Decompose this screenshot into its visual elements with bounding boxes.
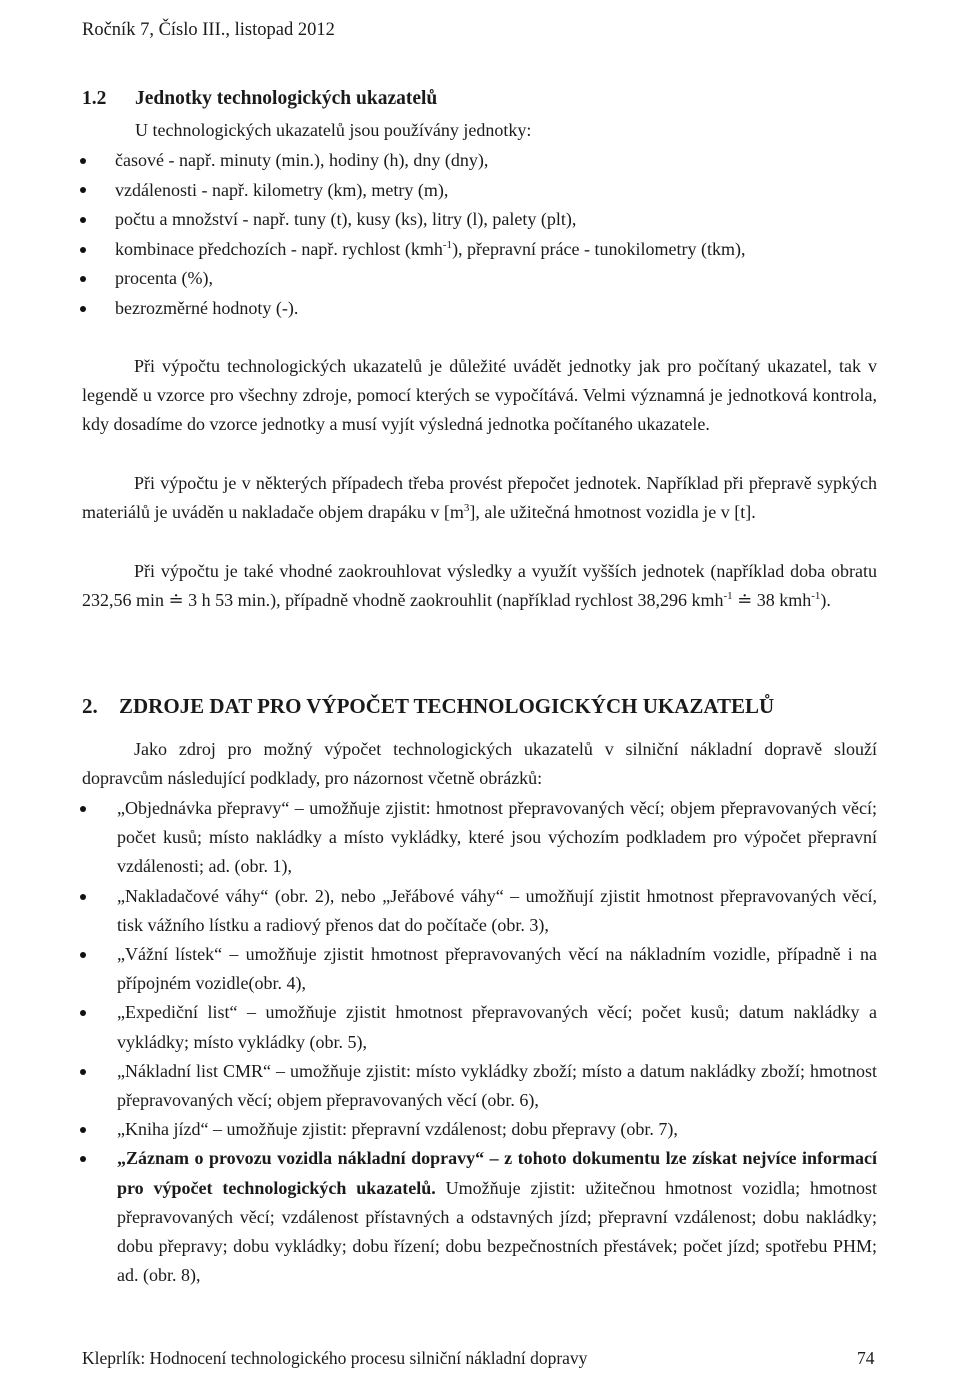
bullet-icon	[80, 158, 86, 164]
bullet-icon	[80, 952, 86, 958]
footer-text: Kleprlík: Hodnocení technologického procesu silniční nákladní dopravy	[82, 1348, 588, 1368]
list-item-text: „Kniha jízd“ – umožňuje zjistit: přepravní vzdálenost; dobu přepravy (obr. 7),	[117, 1119, 678, 1140]
paragraph: Jako zdroj pro možný výpočet technologických ukazatelů v silniční nákladní dopravě slouží dopravcům následující podklady, pro názornost včetně obrázků:	[82, 739, 877, 789]
section-heading	[82, 88, 437, 110]
list-item-text: počtu a množství - např. tuny (t), kusy (ks), litry (l), palety (plt),	[115, 209, 577, 230]
list-item-text: časové - např. minuty (min.), hodiny (h), dny (dny),	[115, 150, 489, 170]
list-item-text: bezrozměrné hodnoty (-).	[115, 297, 299, 318]
list-item-text: „Nákladní list CMR“ – umožňuje zjistit: místo vykládky zboží; místo a datum nakládky zboží; hmotnost přepravovaných věcí; objem přepravovaných věcí (obr. 6),	[117, 1060, 877, 1111]
bullet-icon	[80, 1156, 86, 1162]
section-number: 2.	[82, 694, 98, 718]
section-title: Jednotky technologických ukazatelů	[135, 88, 438, 109]
list-item-text: „Objednávka přepravy“ – umožňuje zjistit: hmotnost přepravovaných věcí; objem přepravovaných věcí; počet kusů; místo nakládky a místo vykládky, které jsou výchozím podkladem pro výpočet přepravní vzdálenosti; ad. (obr. 1),	[117, 798, 877, 877]
bullet-icon	[80, 1127, 86, 1133]
bullet-icon	[80, 1069, 86, 1075]
list-item	[80, 264, 745, 294]
list-item	[80, 176, 745, 206]
superscript: 3	[463, 502, 470, 515]
units-list	[80, 146, 745, 324]
bullet-icon	[80, 247, 86, 253]
superscript: -1	[723, 590, 733, 603]
list-item-text: Umožňuje zjistit: užitečnou hmotnost vozidla; hmotnost přepravovaných věcí; vzdálenost přístavných a odstavných jízd; přepravní vzdálenost; dobu nakládky; dobu přepravy; dobu vykládky; dobu řízení; dobu bezpečnostních přestávek; počet jízd; spotřebu PHM; ad. (obr. 8),	[117, 1177, 877, 1286]
list-item	[80, 998, 877, 1056]
paragraph-text: ≐ 38 kmh	[732, 590, 812, 611]
list-item	[80, 294, 745, 324]
list-item	[80, 940, 877, 998]
list-item	[80, 1057, 877, 1115]
sources-list	[80, 794, 877, 1290]
running-head: Ročník 7, Číslo III., listopad 2012	[82, 20, 335, 40]
bullet-icon	[80, 1010, 86, 1016]
paragraph-text: ], ale užitečná hmotnost vozidla je v [t].	[469, 502, 756, 523]
superscript: -1	[811, 590, 821, 603]
list-item	[80, 1144, 877, 1290]
section-number: 1.2	[82, 88, 107, 109]
bullet-icon	[80, 276, 86, 282]
paragraph: Při výpočtu technologických ukazatelů je důležité uvádět jednotky jak pro počítaný ukazatel, tak v legendě u vzorce pro všechny zdroje, pomocí kterých se vypočítává. Velmi významná je jednotková kontrola, kdy dosadíme do vzorce jednotky a musí vyjít výsledná jednotka počítaného ukazatele.	[82, 356, 877, 435]
paragraph	[82, 557, 877, 615]
list-item-text: procenta (%),	[115, 268, 213, 289]
page-number: 74	[857, 1348, 875, 1368]
list-item-text: kombinace předchozích - např. rychlost (kmh	[115, 238, 443, 259]
paragraph	[82, 469, 877, 527]
bullet-icon	[80, 806, 86, 812]
units-intro: U technologických ukazatelů jsou používány jednotky:	[135, 120, 532, 140]
list-item	[80, 882, 877, 940]
list-item-text: vzdálenosti - např. kilometry (km), metry (m),	[115, 179, 449, 200]
list-item	[80, 205, 745, 235]
list-item	[80, 794, 877, 882]
list-item-text: „Vážní lístek“ – umožňuje zjistit hmotnost přepravovaných věcí na nákladním vozidle, případně i na přípojném vozidle(obr. 4),	[117, 944, 877, 994]
paragraph-text: ).	[820, 590, 831, 611]
list-item-text-bold: „Záznam o provozu vozidla nákladní dopravy“ – z tohoto dokumentu lze získat nejvíce informací pro výpočet technologických ukazatelů.	[117, 1148, 877, 1198]
list-item-text: „Expediční list“ – umožňuje zjistit hmotnost přepravovaných věcí; počet kusů; datum nakládky a vykládky; místo vykládky (obr. 5),	[117, 1002, 877, 1052]
superscript: -1	[442, 238, 453, 251]
section-title: ZDROJE DAT PRO VÝPOČET TECHNOLOGICKÝCH UKAZATELŮ	[119, 694, 775, 718]
bullet-icon	[80, 894, 86, 900]
bullet-icon	[80, 217, 86, 223]
list-item	[80, 1115, 877, 1144]
list-item-text: „Nakladačové váhy“ (obr. 2), nebo „Jeřábové váhy“ – umožňují zjistit hmotnost přepravovaných věcí, tisk vážního lístku a radiový přenos dat do počítače (obr. 3),	[117, 885, 877, 935]
section-heading	[82, 694, 774, 719]
list-item	[80, 146, 745, 176]
bullet-icon	[80, 306, 86, 312]
paragraph-text: Při výpočtu je v některých případech třeba provést přepočet jednotek. Například při přepravě sypkých materiálů je uváděn u nakladače objem drapáku v [m	[82, 473, 877, 523]
list-item-text: ), přepravní práce - tunokilometry (tkm),	[452, 238, 746, 259]
list-item	[80, 235, 745, 265]
paragraph-text: Při výpočtu je také vhodné zaokrouhlovat výsledky a využít vyšších jednotek (například doba obratu 232,56 min ≐ 3 h 53 min.), případně vhodně zaokrouhlit (například rychlost 38,296 kmh	[82, 561, 877, 611]
bullet-icon	[80, 187, 86, 193]
